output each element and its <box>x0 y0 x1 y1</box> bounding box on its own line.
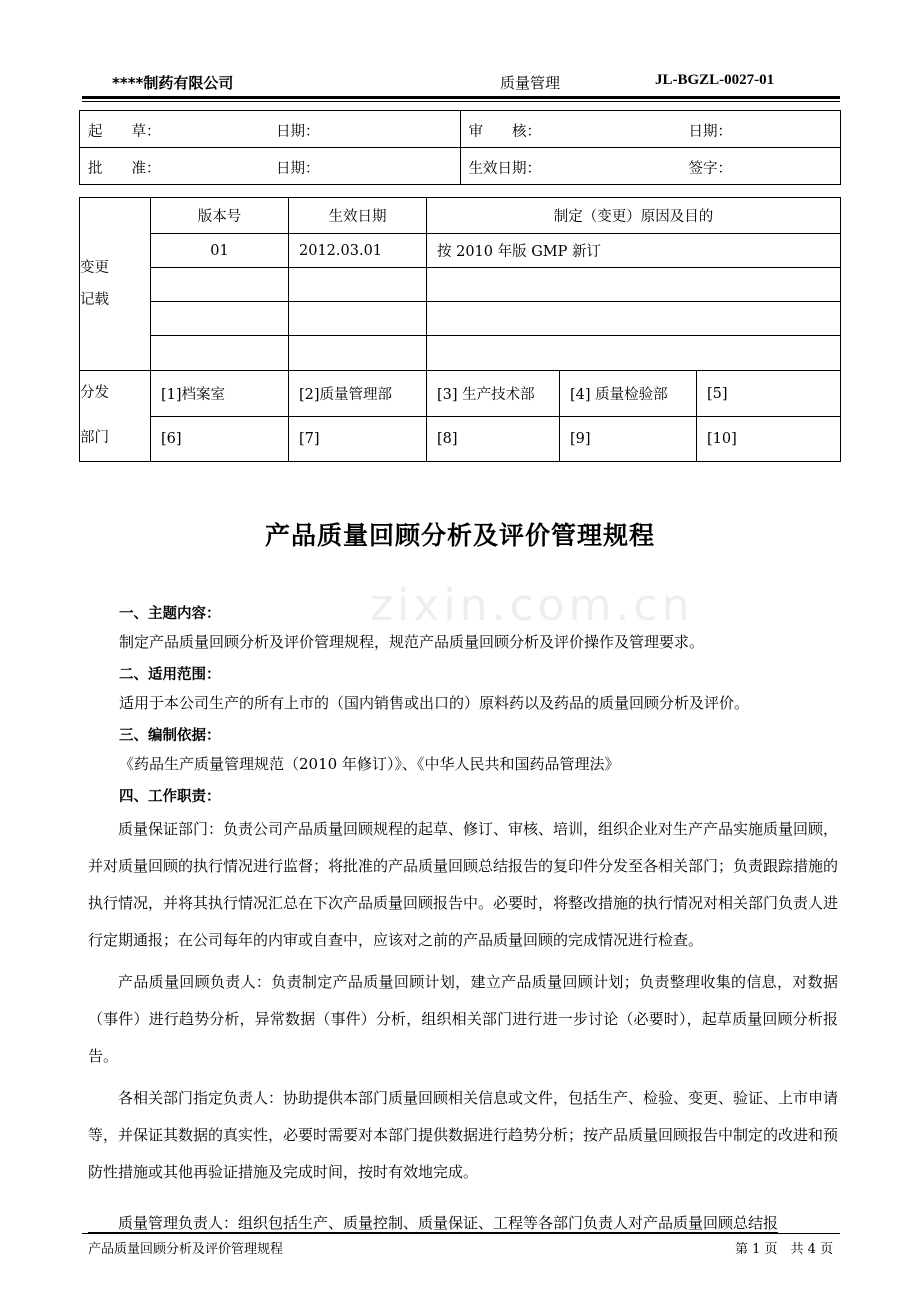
document-body <box>88 600 839 1191</box>
dist-dept-5: [5] <box>697 371 841 417</box>
table-row <box>80 234 841 268</box>
change-label-line2: 记载 <box>80 292 109 308</box>
dist-dept-6: [6] <box>151 417 289 462</box>
section-heading: 一、主题内容： <box>119 606 221 622</box>
distribution-label <box>80 371 151 462</box>
row-version <box>151 268 289 302</box>
change-record-table <box>79 197 841 462</box>
col-reason-header: 制定（变更）原因及目的 <box>427 198 841 234</box>
table-row <box>80 302 841 336</box>
table-row <box>80 336 841 371</box>
paragraph: 产品质量回顾负责人：负责制定产品质量回顾计划，建立产品质量回顾计划；负责整理收集的信息，对数据（事件）进行趋势分析，异常数据（事件）分析，组织相关部门进行进一步讨论（必要时），起草质量回顾分析报告。 <box>88 973 838 1065</box>
col-version-header: 版本号 <box>151 198 289 234</box>
paragraph: 各相关部门指定负责人：协助提供本部门质量回顾相关信息或文件，包括生产、检验、变更、验证、上市申请等，并保证其数据的真实性，必要时需要对本部门提供数据进行趋势分析；按产品质量回顾报告中制定的改进和预防性措施或其他再验证措施及完成时间，按时有效地完成。 <box>88 1089 839 1181</box>
approve-label: 批 准： <box>88 161 161 177</box>
section-text: 《药品生产质量管理规范（2010 年修订）》、《中华人民共和国药品管理法》 <box>119 755 620 773</box>
row-version <box>151 302 289 336</box>
header-rule-thin <box>82 101 840 102</box>
change-record-label <box>80 198 151 371</box>
draft-date-label: 日期： <box>276 124 320 140</box>
review-label: 审 核： <box>468 124 541 140</box>
section-text: 制定产品质量回顾分析及评价管理规程，规范产品质量回顾分析及评价操作及管理要求。 <box>119 633 705 651</box>
approval-table <box>79 110 841 185</box>
dist-dept-3: [3] 生产技术部 <box>427 371 560 417</box>
department-name: 质量管理 <box>500 74 561 92</box>
dist-dept-7: [7] <box>289 417 427 462</box>
footer-doc-name: 产品质量回顾分析及评价管理规程 <box>88 1242 284 1257</box>
dist-dept-1: [1]档案室 <box>151 371 289 417</box>
section-heading: 二、适用范围： <box>119 667 221 683</box>
header-rule-thick <box>82 96 840 99</box>
row-version: 01 <box>151 234 289 268</box>
dist-dept-2: [2]质量管理部 <box>289 371 427 417</box>
section-heading: 三、编制依据： <box>119 728 221 744</box>
effective-date-label: 生效日期： <box>468 161 541 177</box>
document-title: 产品质量回顾分析及评价管理规程 <box>264 521 655 550</box>
change-label-line1: 变更 <box>80 260 109 276</box>
dist-dept-8: [8] <box>427 417 560 462</box>
watermark: zixin.com.cn <box>370 580 694 631</box>
row-date: 2012.03.01 <box>289 234 427 268</box>
row-date <box>289 336 427 371</box>
row-reason: 按 2010 年版 GMP 新订 <box>427 234 841 268</box>
company-name: ****制药有限公司 <box>112 74 234 92</box>
dist-dept-9: [9] <box>560 417 697 462</box>
draft-label: 起 草： <box>88 124 161 140</box>
section-heading: 四、工作职责： <box>119 789 221 805</box>
review-date-label: 日期： <box>688 124 732 140</box>
page-number: 第 1 页 共 4 页 <box>735 1242 834 1257</box>
dist-dept-4: [4] 质量检验部 <box>560 371 697 417</box>
document-code: JL-BGZL-0027-01 <box>655 72 775 88</box>
table-row <box>80 268 841 302</box>
approve-date-label: 日期： <box>276 161 320 177</box>
row-date <box>289 302 427 336</box>
section-text: 适用于本公司生产的所有上市的（国内销售或出口的）原料药以及药品的质量回顾分析及评价。 <box>119 694 750 712</box>
col-date-header: 生效日期 <box>289 198 427 234</box>
row-reason <box>427 268 841 302</box>
row-version <box>151 336 289 371</box>
distribution-label-line1: 分发 <box>80 385 109 401</box>
distribution-label-line2: 部门 <box>80 430 109 446</box>
row-date <box>289 268 427 302</box>
row-reason <box>427 336 841 371</box>
dist-dept-10: [10] <box>697 417 841 462</box>
sign-label: 签字： <box>688 161 732 177</box>
footer-rule <box>82 1233 840 1234</box>
paragraph: 质量保证部门：负责公司产品质量回顾规程的起草、修订、审核、培训，组织企业对生产产品实施质量回顾，并对质量回顾的执行情况进行监督；将批准的产品质量回顾总结报告的复印件分发至各相关部门；负责跟踪措施的执行情况，并将其执行情况汇总在下次产品质量回顾报告中。必要时，将整改措施的执行情况对相关部门负责人进行定期通报；在公司每年的内审或自查中，应该对之前的产品质量回顾的完成情况进行检查。 <box>88 820 839 949</box>
row-reason <box>427 302 841 336</box>
paragraph-continued: 质量管理负责人：组织包括生产、质量控制、质量保证、工程等各部门负责人对产品质量回顾总结报 <box>88 1214 779 1232</box>
